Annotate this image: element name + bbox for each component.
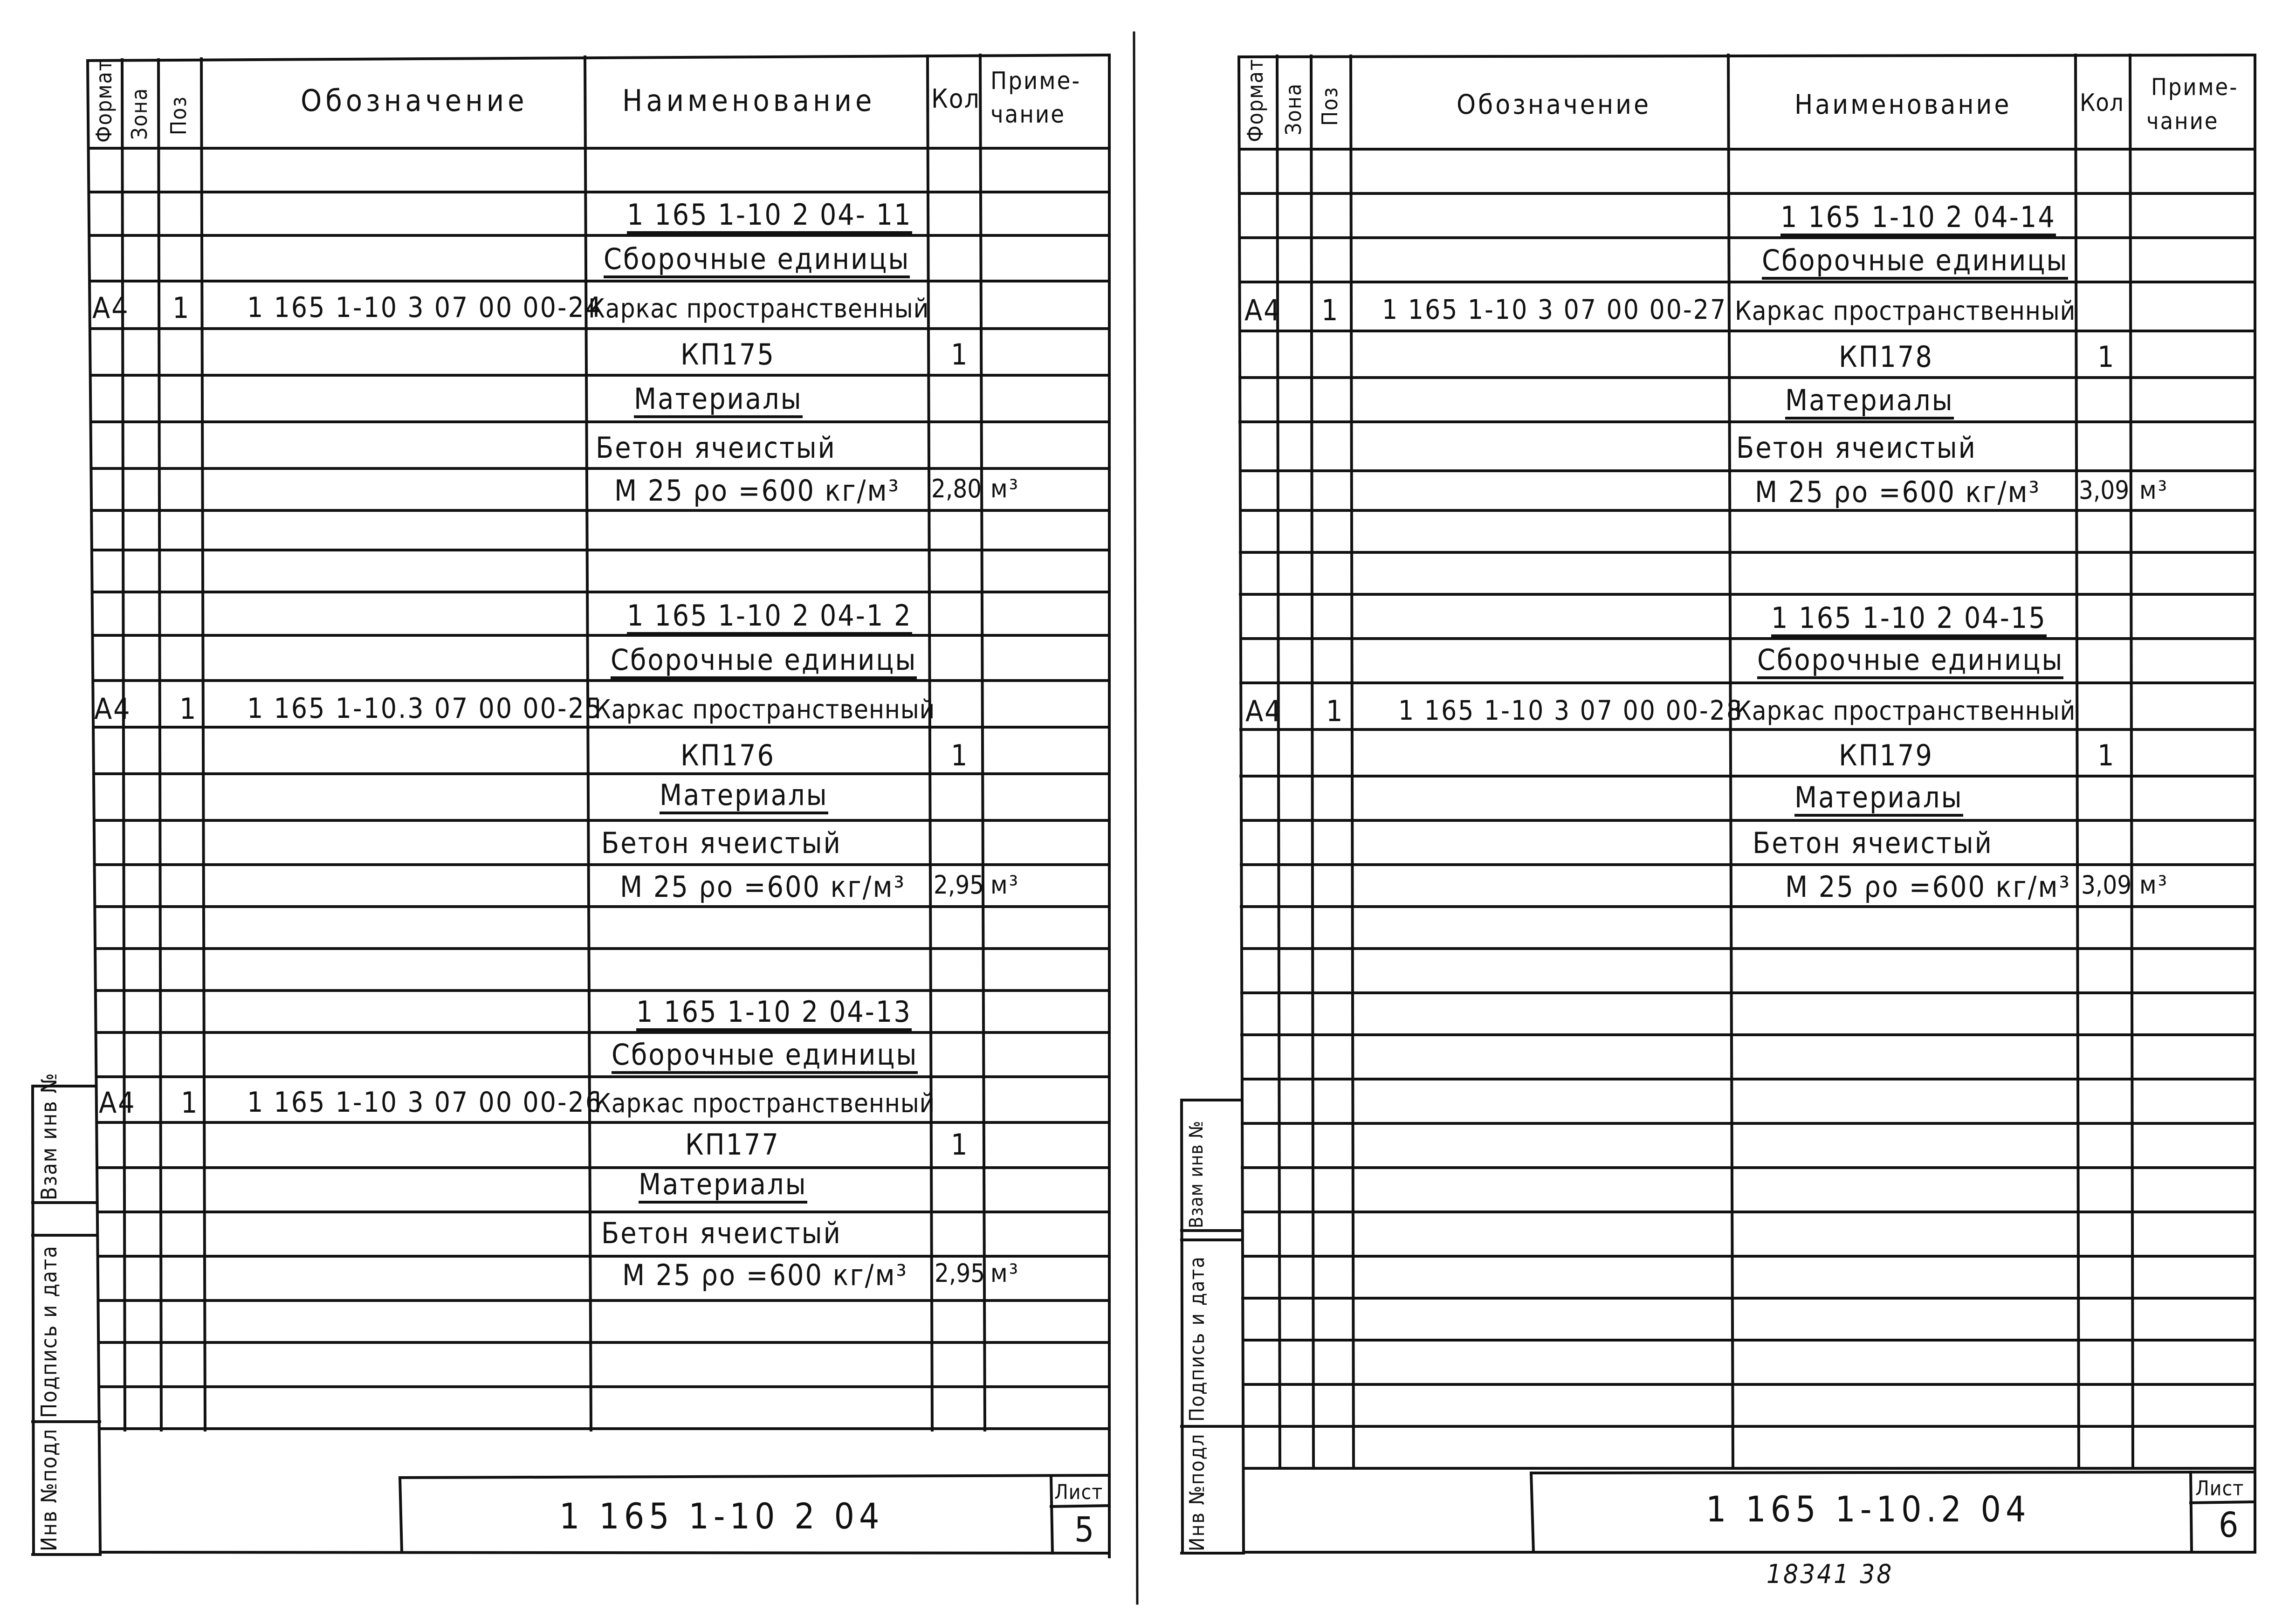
material-spec: М 25 ρо =600 кг/м³: [622, 1258, 908, 1292]
section-materials: Материалы: [639, 1170, 807, 1204]
item-mark: КП178: [1839, 340, 1933, 374]
document-code: 1 165 1-10.2 04: [1706, 1488, 2031, 1530]
item-name: Каркас пространственный: [588, 294, 929, 324]
item-mark: КП175: [681, 337, 775, 372]
header-name: Наименование: [622, 84, 876, 118]
header-zone: Зона: [127, 87, 152, 140]
header-note-line2: чание: [990, 101, 1066, 129]
item-pos: 1: [181, 1086, 199, 1120]
sheet-label: Лист: [1054, 1480, 1103, 1504]
stamp-inv-podl: Инв №подл: [1185, 1433, 1209, 1551]
item-pos: 1: [1321, 293, 1340, 327]
material-qty: 3,09: [2079, 475, 2130, 505]
material-unit: м³: [990, 870, 1020, 900]
header-note-line1: Приме-: [990, 67, 1081, 95]
section-materials: Материалы: [660, 781, 828, 814]
section-assembly-units: Сборочные единицы: [1762, 246, 2068, 280]
section-materials: Материалы: [634, 385, 803, 418]
header-note-line2: чание: [2146, 108, 2219, 135]
item-format: А4: [94, 692, 131, 726]
document-code: 1 165 1-10 2 04: [559, 1495, 884, 1537]
material-spec: М 25 ρо =600 кг/м³: [614, 474, 900, 508]
item-designation: 1 165 1-10.3 07 00 00-25: [247, 692, 603, 725]
header-name: Наименование: [1794, 89, 2012, 120]
header-format: Формат: [91, 59, 117, 143]
item-pos: 1: [1326, 694, 1344, 728]
stamp-vzam-inv: Взам инв №: [36, 1072, 62, 1200]
block-heading: 1 165 1-10 2 04-15: [1771, 604, 2047, 637]
material-unit: м³: [2139, 870, 2169, 900]
material-unit: м³: [2139, 475, 2169, 505]
material-spec: М 25 ρо =600 кг/м³: [620, 870, 906, 904]
item-designation: 1 165 1-10 3 07 00 00-28: [1398, 695, 1744, 726]
sheet-number: 5: [1074, 1510, 1096, 1550]
section-materials: Материалы: [1785, 386, 1954, 420]
archive-number: 18341 38: [1767, 1559, 1894, 1589]
material-qty: 2,95: [934, 870, 984, 900]
material-qty: 3,09: [2081, 870, 2132, 900]
block-heading: 1 165 1-10 2 04- 11: [627, 200, 912, 234]
block-heading: 1 165 1-10 2 04-1 2: [627, 601, 912, 635]
item-name: Каркас пространственный: [1735, 696, 2076, 726]
item-qty: 1: [951, 337, 969, 372]
item-qty: 1: [2097, 340, 2116, 374]
section-materials: Материалы: [1794, 783, 1963, 817]
header-zone: Зона: [1281, 83, 1306, 135]
header-qty: Кол: [2080, 89, 2124, 117]
material-spec: М 25 ρо =600 кг/м³: [1755, 475, 2041, 509]
header-pos: Поз: [166, 96, 191, 135]
section-assembly-units: Сборочные единицы: [612, 1040, 918, 1074]
stamp-sign-date: Подпись и дата: [36, 1245, 62, 1418]
item-qty: 1: [951, 738, 969, 772]
material-name: Бетон ячеистый: [1736, 431, 1977, 465]
material-name: Бетон ячеистый: [1753, 826, 1993, 860]
material-name: Бетон ячеистый: [601, 1216, 842, 1250]
section-assembly-units: Сборочные единицы: [604, 245, 910, 278]
material-name: Бетон ячеистый: [596, 431, 836, 465]
item-designation: 1 165 1-10 3 07 00 00-24: [247, 291, 603, 324]
material-unit: м³: [990, 474, 1020, 503]
header-note-line1: Приме-: [2151, 74, 2239, 101]
material-qty: 2,80: [931, 474, 982, 503]
item-name: Каркас пространственный: [1735, 296, 2076, 326]
item-qty: 1: [951, 1128, 969, 1162]
section-assembly-units: Сборочные единицы: [1757, 646, 2063, 679]
item-mark: КП179: [1839, 738, 1933, 772]
stamp-sign-date: Подпись и дата: [1185, 1256, 1209, 1422]
header-designation: Обозначение: [1457, 89, 1651, 120]
header-format: Формат: [1243, 58, 1268, 142]
stamp-inv-podl: Инв №подл: [36, 1428, 62, 1551]
material-unit: м³: [990, 1259, 1020, 1288]
item-qty: 1: [2097, 738, 2116, 772]
item-format: А4: [1244, 293, 1282, 327]
material-qty: 2,95: [935, 1259, 985, 1288]
item-format: А4: [92, 291, 130, 325]
header-designation: Обозначение: [301, 84, 528, 118]
item-designation: 1 165 1-10 3 07 00 00-27: [1382, 294, 1727, 325]
item-name: Каркас пространственный: [594, 1088, 935, 1119]
stamp-vzam-inv: Взам инв №: [1186, 1120, 1207, 1228]
block-heading: 1 165 1-10 2 04-13: [636, 998, 912, 1031]
sheet-number: 6: [2219, 1505, 2240, 1545]
material-name: Бетон ячеистый: [601, 826, 842, 860]
item-name: Каркас пространственный: [594, 695, 935, 725]
block-heading: 1 165 1-10 2 04-14: [1780, 203, 2056, 236]
header-qty: Кол: [931, 84, 980, 114]
item-mark: КП176: [681, 738, 775, 772]
item-pos: 1: [172, 291, 191, 325]
material-spec: М 25 ρо =600 кг/м³: [1785, 870, 2071, 904]
item-mark: КП177: [685, 1128, 780, 1162]
item-format: А4: [1245, 694, 1283, 728]
header-pos: Поз: [1317, 86, 1342, 126]
sheet-label: Лист: [2195, 1477, 2244, 1500]
item-designation: 1 165 1-10 3 07 00 00-26: [247, 1086, 603, 1119]
item-format: А4: [99, 1086, 136, 1120]
item-pos: 1: [179, 692, 198, 726]
section-assembly-units: Сборочные единицы: [611, 646, 917, 679]
